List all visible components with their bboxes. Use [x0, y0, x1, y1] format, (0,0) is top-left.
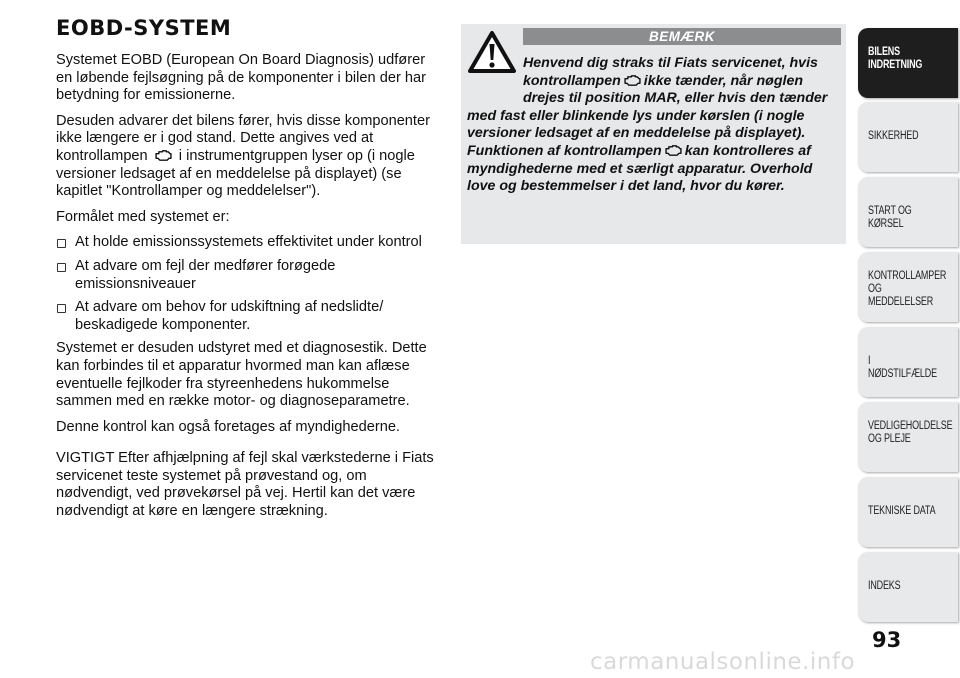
note-header: BEMÆRK	[523, 28, 841, 45]
bullet-icon	[57, 239, 66, 248]
engine-check-icon	[623, 74, 642, 87]
engine-check-icon	[664, 144, 683, 157]
note-text: Henvend dig straks til Fiats servicenet, hvis kontrollampen ikke tænder, når nøglen drejes til position MAR, eller hvis den tænder med fast eller blinkende lys under kørslen (i nogle versioner ledsaget af en meddelelse på displayet). Funktionen af kontrollampen kan kontrolleres af myndighederne med et særligt apparatur. Overhold love og bestemmelser i det land, hvor du kører.	[467, 55, 828, 195]
chapter-sidebar	[858, 24, 960, 627]
watermark: carmanualsonline.info	[590, 649, 856, 675]
bullet-icon	[57, 304, 66, 313]
bullet-icon	[57, 263, 66, 272]
important-paragraph: VIGTIGT Efter afhjælpning af fejl skal værkstederne i Fiats servicenet teste systemet på prøvestand og, om nødvendigt, ved prøvekørsel på vej. Hertil kan det være nødvendigt at køre en længere strækning.	[56, 450, 434, 520]
purpose-heading: Formålet med systemet er:	[56, 208, 230, 225]
engine-check-icon	[154, 149, 173, 162]
tab-vedligeholdelse[interactable]: VEDLIGEHOLDELSE OG PLEJE	[858, 402, 958, 472]
main-column	[56, 52, 442, 529]
diagnostic-paragraph: Systemet er desuden udstyret med et diagnosestik. Dette kan forbindes til et apparatur hvormed man kan aflæse eventuelle fejlkoder fra styreenhedens hukommelse sammen med en række motor- og diagnoseparametre.	[56, 340, 427, 410]
purpose-list	[56, 234, 442, 334]
warning-light-text-after: i instrumentgruppen lyser op (i nogle versioner ledsaget af en meddelelse på displayet) (se kapitlet "Kontrollamper og meddelelser").	[56, 147, 415, 200]
tab-indeks[interactable]: INDEKS	[858, 552, 958, 622]
authorities-paragraph: Denne kontrol kan også foretages af myndighederne.	[56, 418, 400, 435]
note-box	[461, 24, 846, 244]
tab-kontrollamper[interactable]: KONTROLLAMPER OG MEDDELELSER	[858, 252, 958, 322]
warning-light-paragraph	[56, 113, 442, 201]
warning-light-text-before: Desuden advarer det bilens fører, hvis disse komponenter ikke længere er i god stand. Dette angives ved at kontrollampen	[56, 112, 430, 164]
list-item: At advare om fejl der medfører forøgede emissionsniveauer	[56, 258, 442, 293]
list-item: At advare om behov for udskiftning af nedslidte/ beskadigede komponenter.	[56, 299, 442, 334]
list-item: At holde emissionssystemets effektivitet under kontrol	[56, 234, 442, 252]
intro-paragraph: Systemet EOBD (European On Board Diagnosis) udfører en løbende fejlsøgning på de komponenter i bilen der har betydning for emissionerne.	[56, 52, 426, 104]
tab-bilens-indretning[interactable]: BILENS INDRETNING	[858, 28, 958, 98]
tab-sikkerhed[interactable]: SIKKERHED	[858, 102, 958, 172]
page-number: 93	[872, 628, 902, 652]
tab-start-og-korsel[interactable]: START OG KØRSEL	[858, 177, 958, 247]
tab-i-nodstilfaelde[interactable]: I NØDSTILFÆLDE	[858, 327, 958, 397]
page-title: EOBD-SYSTEM	[56, 16, 232, 40]
tab-tekniske-data[interactable]: TEKNISKE DATA	[858, 477, 958, 547]
